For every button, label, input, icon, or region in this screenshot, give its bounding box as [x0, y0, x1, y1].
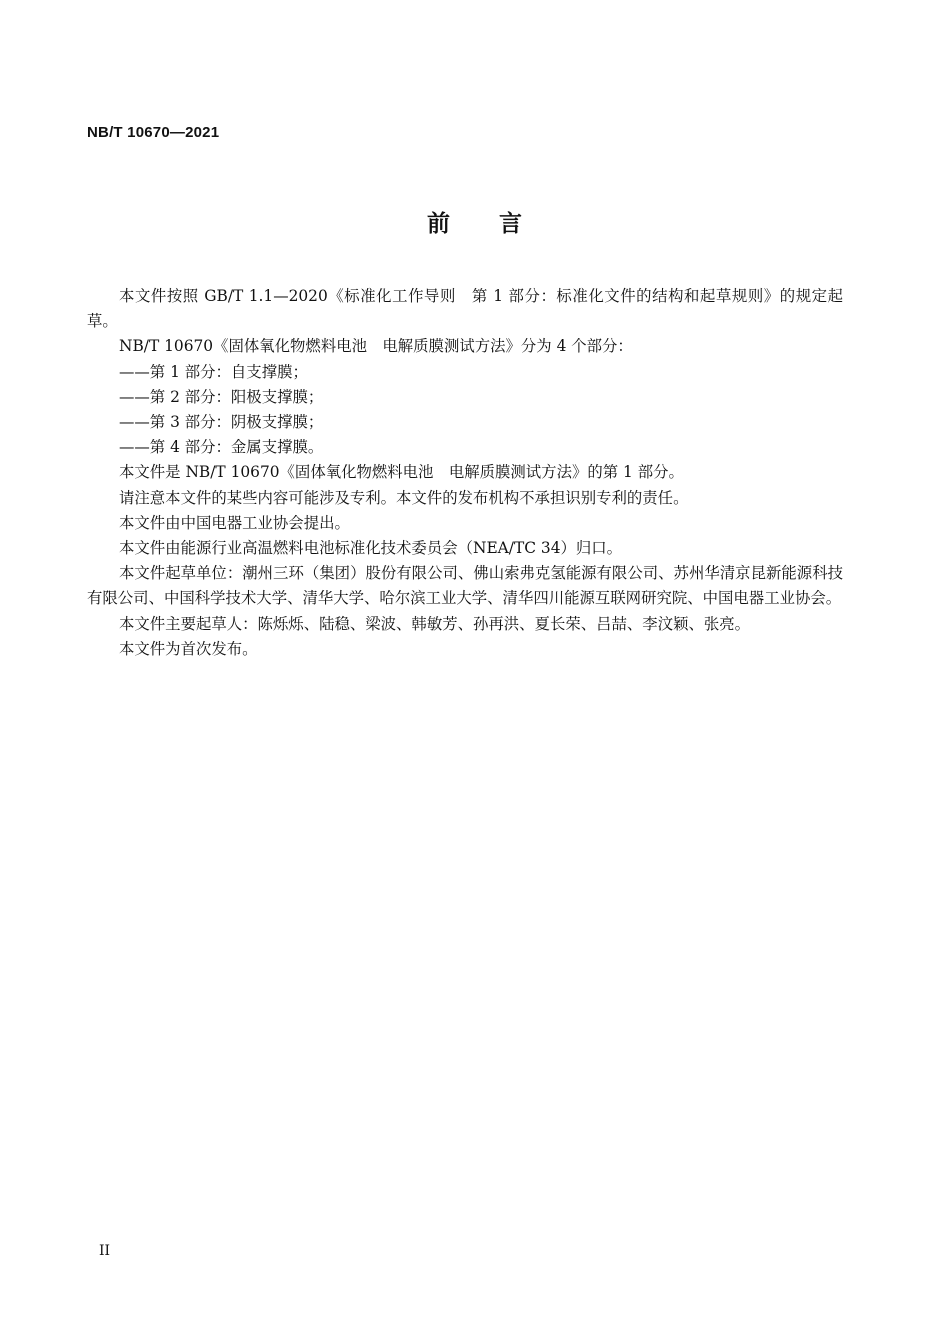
paragraph-parts-intro: NB/T 10670《固体氧化物燃料电池 电解质膜测试方法》分为 4 个部分：	[119, 337, 633, 356]
list-item-part-4: ——第 4 部分：金属支撑膜。	[119, 438, 324, 457]
paragraph-this-part: 本文件是 NB/T 10670《固体氧化物燃料电池 电解质膜测试方法》的第 1 部分。	[119, 463, 684, 482]
paragraph-drafting-rules: 本文件按照 GB/T 1.1—2020《标准化工作导则 第 1 部分：标准化文件的结构和起草规则》的规定起草。	[87, 287, 843, 331]
page-title: 前 言	[427, 211, 523, 237]
paragraph-under-jurisdiction: 本文件由能源行业高温燃料电池标准化技术委员会（NEA/TC 34）归口。	[119, 539, 623, 558]
page-number: II	[99, 1243, 111, 1259]
standard-code-header: NB/T 10670—2021	[87, 124, 220, 141]
foreword-body	[87, 284, 843, 662]
paragraph-drafting-units: 本文件起草单位：潮州三环（集团）股份有限公司、佛山索弗克氢能源有限公司、苏州华清京昆新能源科技有限公司、中国科学技术大学、清华大学、哈尔滨工业大学、清华四川能源互联网研究院、中国电器工业协会。	[87, 564, 843, 608]
list-item-part-3: ——第 3 部分：阴极支撑膜；	[119, 413, 324, 432]
paragraph-patent-notice: 请注意本文件的某些内容可能涉及专利。本文件的发布机构不承担识别专利的责任。	[119, 488, 689, 507]
paragraph-main-drafters: 本文件主要起草人：陈烁烁、陆稳、梁波、韩敏芳、孙再洪、夏长荣、吕喆、李汶颖、张亮。	[119, 614, 751, 633]
paragraph-proposed-by: 本文件由中国电器工业协会提出。	[119, 513, 350, 532]
list-item-part-2: ——第 2 部分：阳极支撑膜；	[119, 387, 324, 406]
list-item-part-1: ——第 1 部分：自支撑膜；	[119, 362, 308, 381]
paragraph-first-release: 本文件为首次发布。	[119, 639, 258, 658]
